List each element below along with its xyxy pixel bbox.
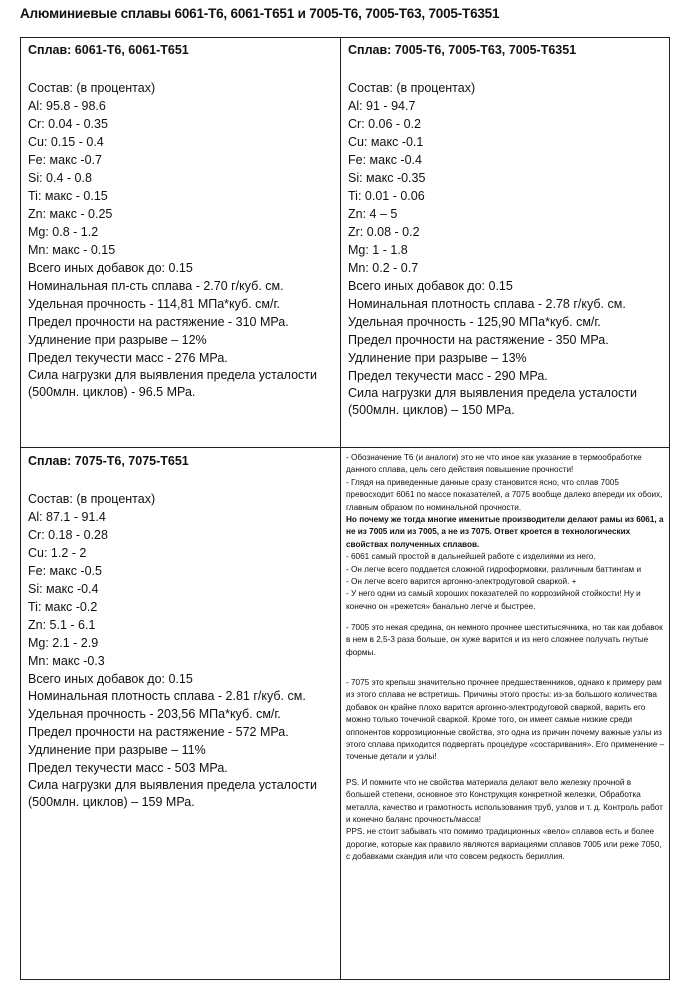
element-al: Al: 87.1 - 91.4 (28, 510, 106, 524)
composition-label: Состав: (в процентах) (28, 492, 156, 506)
note-pps: PPS. не стоит забывать что помимо традиционных «вело» сплавов есть и более дорогие, которые как правило являются вариациями сплавов 7005 или реже 7050, с добавками скандия или что совсем редкость бериллия. (346, 827, 662, 862)
element-cr: Cr: 0.04 - 0.35 (28, 117, 108, 131)
element-ti: Ti: макс - 0.15 (28, 189, 108, 203)
element-si: Si: макс -0.4 (28, 582, 99, 596)
alloy-table (20, 37, 670, 980)
tensile-strength: Предел прочности на растяжение - 310 МРа. (28, 315, 289, 329)
element-cu: Cu: 0.15 - 0.4 (28, 135, 104, 149)
alloy-6061-heading: Сплав: 6061-Т6, 6061-Т651 (28, 43, 189, 57)
element-mg: Mg: 0.8 - 1.2 (28, 225, 99, 239)
composition-label: Состав: (в процентах) (348, 81, 476, 95)
other-additives: Всего иных добавок до: 0.15 (348, 279, 513, 293)
elongation: Удлинение при разрыве – 11% (28, 743, 206, 757)
element-al: Al: 91 - 94.7 (348, 99, 416, 113)
cell-notes (346, 452, 666, 864)
element-zn: Zn: 5.1 - 6.1 (28, 618, 96, 632)
other-additives: Всего иных добавок до: 0.15 (28, 261, 193, 275)
element-fe: Fe: макс -0.4 (348, 153, 422, 167)
element-cu: Cu: 1.2 - 2 (28, 546, 87, 560)
fatigue-strength: Сила нагрузки для выявления предела усталости (500млн. циклов) – 150 МРа. (348, 386, 637, 417)
yield-strength: Предел текучести масс - 276 МРа. (28, 351, 228, 365)
note-6061-simple: - 6061 самый простой в дальнейшей работе с изделиями из него. (346, 552, 596, 562)
note-7075: - 7075 это крепыш значительно прочнее предшественников, однако к примеру рам из этого сплава не встретишь. Причины этого просты: из-за большого количества добавок он крайне плохо варится аргонно-электродуговой сваркой, варить его можно только точечной сваркой. Кроме того, он имеет самые низкие среди оппонентов коррозиционные свойства, это одна из причин почему важные узлы из этого сплава приходится подвергать процедуре «состаривания». Его применение – точеные детали и узлы! (346, 678, 665, 762)
element-si: Si: макс -0.35 (348, 171, 426, 185)
element-ti: Ti: макс -0.2 (28, 600, 98, 614)
element-cu: Cu: макс -0.1 (348, 135, 424, 149)
element-cr: Cr: 0.06 - 0.2 (348, 117, 421, 131)
note-ps: PS. И помните что не свойства материала делают вело железку прочной в большей степени, основное это Конструкция конкретной железки, Обработка металла, качество и грамотность использования труб, узлов и т. д. Контроль работ и конечно баланс прочность/масса! (346, 777, 663, 825)
yield-strength: Предел текучести масс - 290 МРа. (348, 369, 548, 383)
note-7005: - 7005 это некая средина, он немного прочнее шеститысячника, но так как добавок в нем в 2,5-3 раза больше, он хуже варится и из него сложнее получать гнутые формы. (346, 622, 663, 657)
nominal-density: Номинальная плотность сплава - 2.81 г/куб. см. (28, 689, 306, 703)
document-title: Алюминиевые сплавы 6061-Т6, 6061-Т651 и 7005-Т6, 7005-Т63, 7005-Т6351 (20, 6, 500, 21)
note-6061-welding: - Он легче всего варится аргонно-электродуговой сваркой. + (346, 577, 577, 587)
element-al: Al: 95.8 - 98.6 (28, 99, 106, 113)
table-divider-horizontal (21, 447, 669, 448)
alloy-7075-heading: Сплав: 7075-Т6, 7075-Т651 (28, 454, 189, 468)
element-mn: Mn: 0.2 - 0.7 (348, 261, 419, 275)
element-mg: Mg: 2.1 - 2.9 (28, 636, 99, 650)
element-ti: Ti: 0.01 - 0.06 (348, 189, 425, 203)
nominal-density: Номинальная пл-сть сплава - 2.70 г/куб. см. (28, 279, 284, 293)
fatigue-strength: Сила нагрузки для выявления предела усталости (500млн. циклов) - 96.5 МРа. (28, 368, 317, 399)
elongation: Удлинение при разрыве – 12% (28, 333, 207, 347)
specific-strength: Удельная прочность - 203,56 МПа*куб. см/г. (28, 707, 281, 721)
note-6061-hydroforming: - Он легче всего поддается сложной гидроформовки, различным баттингам и (346, 564, 642, 574)
nominal-density: Номинальная плотность сплава - 2.78 г/куб. см. (348, 297, 626, 311)
element-zn: Zn: 4 – 5 (348, 207, 398, 221)
element-zr: Zr: 0.08 - 0.2 (348, 225, 420, 239)
element-zn: Zn: макс - 0.25 (28, 207, 113, 221)
cell-alloy-6061 (28, 42, 336, 401)
other-additives: Всего иных добавок до: 0.15 (28, 672, 193, 686)
alloy-7005-heading: Сплав: 7005-Т6, 7005-Т63, 7005-Т6351 (348, 43, 577, 57)
composition-label: Состав: (в процентах) (28, 81, 156, 95)
element-mn: Mn: макс - 0.15 (28, 243, 116, 257)
element-cr: Cr: 0.18 - 0.28 (28, 528, 108, 542)
tensile-strength: Предел прочности на растяжение - 572 МРа. (28, 725, 289, 739)
tensile-strength: Предел прочности на растяжение - 350 МРа. (348, 333, 609, 347)
specific-strength: Удельная прочность - 125,90 МПа*куб. см/г. (348, 315, 601, 329)
table-divider-vertical (340, 38, 341, 979)
note-comparison: - Глядя на приведенные данные сразу становится ясно, что сплав 7005 превосходит 6061 по массе показателей, а 7075 вообще далеко впереди их обоих, главным образом по номинальной прочности. (346, 477, 663, 512)
note-6061-corrosion: - У него одни из самый хороших показателей по коррозийной стойкости! Ну и конечно он «режется» банально легче и быстрее. (346, 589, 641, 611)
element-fe: Fe: макс -0.5 (28, 564, 102, 578)
element-si: Si: 0.4 - 0.8 (28, 171, 92, 185)
note-t6: - Обозначение Т6 (и аналоги) это не что иное как указание в термообработке данного сплава, цель сего действия повышение прочности! (346, 453, 642, 475)
cell-alloy-7005 (348, 42, 666, 419)
element-fe: Fe: макс -0.7 (28, 153, 102, 167)
element-mn: Mn: макс -0.3 (28, 654, 105, 668)
yield-strength: Предел текучести масс - 503 МРа. (28, 761, 228, 775)
note-question: Но почему же тогда многие именитые производители делают рамы из 6061, а не из 7005 или из 7005, а не из 7075. Ответ кроется в технологических свойствах полученных сплавов. (346, 515, 664, 549)
elongation: Удлинение при разрыве – 13% (348, 351, 527, 365)
fatigue-strength: Сила нагрузки для выявления предела усталости (500млн. циклов) – 159 МРа. (28, 778, 317, 809)
cell-alloy-7075 (28, 453, 336, 811)
element-mg: Mg: 1 - 1.8 (348, 243, 408, 257)
specific-strength: Удельная прочность - 114,81 МПа*куб. см/г. (28, 297, 280, 311)
